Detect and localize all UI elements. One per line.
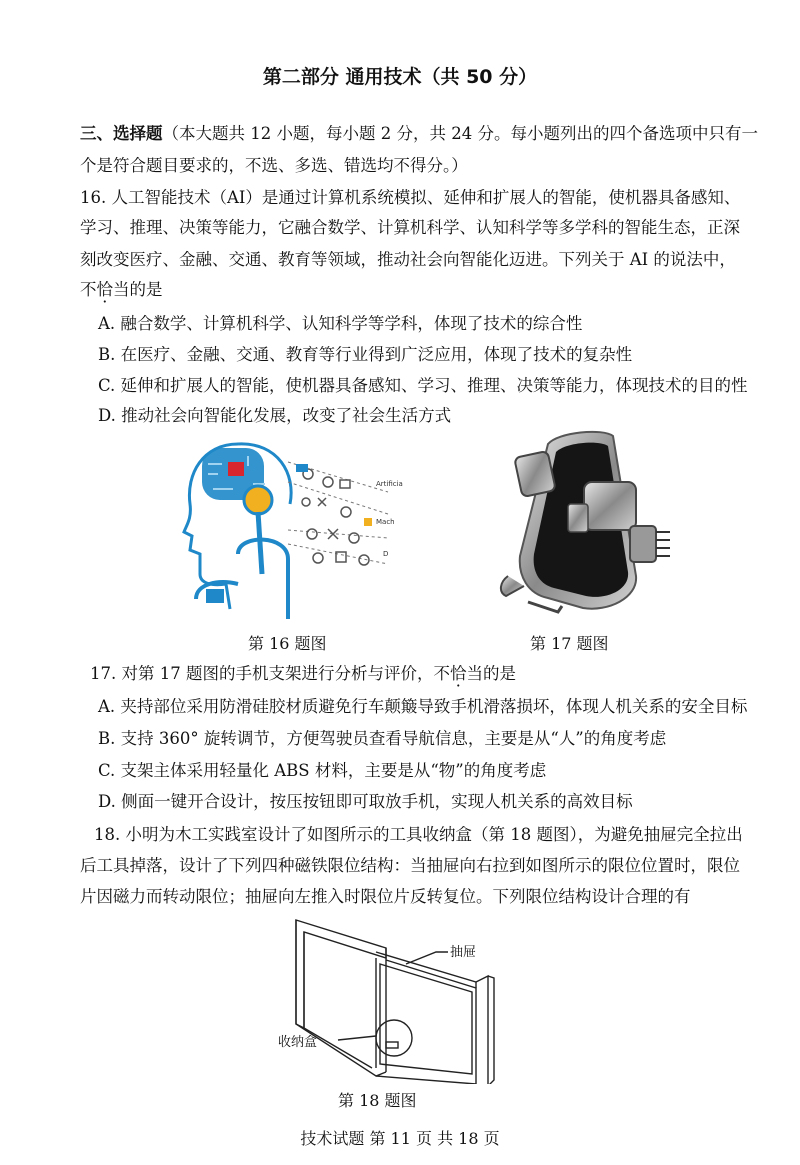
- q16-stem-4-rest: 的是: [129, 280, 163, 299]
- q17-emphasis: 不恰当: [433, 664, 483, 683]
- q17-option-d: D. 侧面一键开合设计，按压按钮即可取放手机，实现人机关系的高效目标: [98, 792, 633, 811]
- q18-stem-3: 片因磁力而转动限位；抽屉向左推入时限位片反转复位。下列限位结构设计合理的有: [80, 887, 691, 906]
- q18-stem-2: 后工具掉落，设计了下列四种磁铁限位结构：当抽屉向右拉到如图所示的限位位置时，限位: [80, 856, 740, 875]
- storage-box-figure: [276, 908, 506, 1084]
- q17-stem: [90, 660, 516, 684]
- q17-option-a: A. 夹持部位采用防滑硅胶材质避免行车颠簸导致手机滑落损坏，体现人机关系的安全目标: [98, 697, 748, 716]
- q16-option-c: C. 延伸和扩展人的智能，使机器具备感知、学习、推理、决策等能力，体现技术的目的性: [98, 376, 748, 395]
- ai-label-artificial: Artificia: [376, 480, 403, 488]
- q17-stem-pre: 17. 对第 17 题图的手机支架进行分析与评价，: [90, 664, 434, 683]
- q16-stem-4: [80, 276, 163, 300]
- fig18-caption: 第 18 题图: [338, 1091, 417, 1110]
- phone-holder-figure: [488, 426, 688, 620]
- q16-stem-3: 刻改变医疗、金融、交通、教育等领域，推动社会向智能化迈进。下列关于 AI 的说法中，: [80, 250, 736, 269]
- fig17-caption: 第 17 题图: [530, 634, 609, 653]
- ai-label-machine: Mach: [376, 518, 395, 526]
- ai-head-figure: [178, 434, 403, 622]
- q16-option-a: A. 融合数学、计算机科学、认知科学等学科，体现了技术的综合性: [98, 314, 583, 333]
- q17-option-c: C. 支架主体采用轻量化 ABS 材料，主要是从“物”的角度考虑: [98, 761, 547, 780]
- q16-option-b: B. 在医疗、金融、交通、教育等行业得到广泛应用，体现了技术的复杂性: [98, 345, 633, 364]
- fig16-caption: 第 16 题图: [248, 634, 327, 653]
- ai-label-d: D: [383, 550, 389, 558]
- box-label: 收纳盒: [278, 1035, 318, 1050]
- page-footer: 技术试题 第 11 页 共 18 页: [300, 1129, 500, 1148]
- q18-stem-1: 18. 小明为木工实践室设计了如图所示的工具收纳盒（第 18 题图），为避免抽屉完全拉出: [94, 825, 743, 844]
- drawer-label: 抽屉: [450, 945, 477, 960]
- q16-stem-2: 学习、推理、决策等能力，它融合数学、计算机科学、认知科学等多学科的智能生态，正深: [80, 218, 740, 237]
- section-intro-1: （本大题共 12 小题，每小题 2 分，共 24 分。每小题列出的四个备选项中只有一: [162, 124, 758, 143]
- section-heading: 三、选择题: [80, 124, 163, 143]
- q16-stem-1: 16. 人工智能技术（AI）是通过计算机系统模拟、延伸和扩展人的智能，使机器具备感知、: [80, 188, 741, 207]
- q17-stem-post: 的是: [482, 664, 516, 683]
- q17-option-b: B. 支持 360° 旋转调节，方便驾驶员查看导航信息，主要是从“人”的角度考虑: [98, 729, 667, 748]
- section-intro-2: 个是符合题目要求的，不选、多选、错选均不得分。）: [80, 156, 468, 175]
- section-intro: [80, 120, 758, 144]
- page-title: 第二部分 通用技术（共 50 分）: [262, 66, 538, 88]
- q16-option-d: D. 推动社会向智能化发展，改变了社会生活方式: [98, 406, 452, 425]
- q16-emphasis: 不恰当: [80, 280, 130, 299]
